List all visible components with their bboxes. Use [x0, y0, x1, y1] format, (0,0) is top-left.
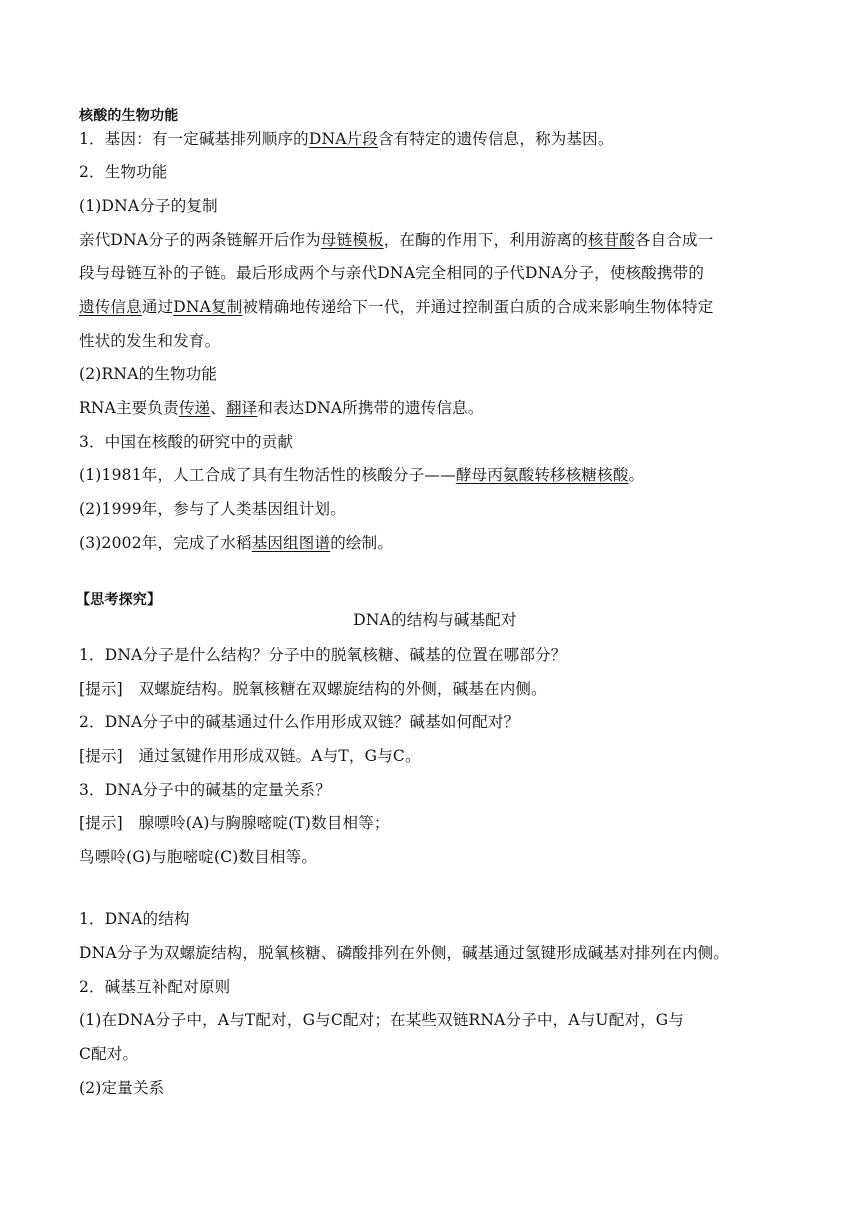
topic-title: DNA的结构与碱基配对 [353, 611, 517, 629]
subheading-rna: (2)RNA的生物功能 [79, 365, 218, 383]
hint: [提示] 双螺旋结构。脱氧核糖在双螺旋结构的外侧，碱基在内侧。 [79, 680, 547, 698]
subheading-quantitative: (2)定量关系 [79, 1079, 165, 1097]
paragraph-line: DNA分子为双螺旋结构，脱氧核糖、磷酸排列在外侧，碱基通过氢键形成碱基对排列在内侧。 [79, 944, 730, 962]
paragraph-line: C配对。 [79, 1045, 139, 1063]
subheading-replication: (1)DNA分子的复制 [79, 197, 218, 215]
question: 2．DNA分子中的碱基通过什么作用形成双链？碱基如何配对？ [79, 713, 520, 731]
underlined-term: 遗传信息 [79, 298, 142, 316]
list-item: (2)1999年，参与了人类基因组计划。 [79, 500, 346, 518]
hint-continued: 鸟嘌呤(G)与胞嘧啶(C)数目相等。 [79, 848, 318, 866]
paragraph-line: RNA主要负责传递、翻译和表达DNA所携带的遗传信息。 [79, 399, 484, 417]
underlined-term: 基因组图谱 [251, 534, 331, 552]
hint: [提示] 腺嘌呤(A)与胸腺嘧啶(T)数目相等； [79, 814, 390, 832]
paragraph-line: 遗传信息通过DNA复制被精确地传递给下一代，并通过控制蛋白质的合成来影响生物体特定 [79, 298, 714, 316]
underlined-term: 母链模板 [320, 231, 384, 249]
question: 1．DNA分子是什么结构？分子中的脱氧核糖、碱基的位置在哪部分？ [79, 646, 567, 664]
think-explore-heading: 【思考探究】 [76, 592, 162, 608]
subheading-structure: 1．DNA的结构 [79, 910, 190, 928]
subheading-function: 2．生物功能 [79, 163, 168, 181]
list-item: (1)1981年，人工合成了具有生物活性的核酸分子——酵母丙氨酸转移核糖核酸。 [79, 466, 645, 484]
subheading-china: 3．中国在核酸的研究中的贡献 [79, 433, 294, 451]
question: 3．DNA分子中的碱基的定量关系？ [79, 781, 331, 799]
underlined-term: 酵母丙氨酸转移核糖核酸 [455, 466, 629, 484]
subheading-pairing: 2．碱基互补配对原则 [79, 978, 231, 996]
section-heading: 核酸的生物功能 [79, 108, 179, 124]
paragraph-line: 性状的发生和发育。 [79, 332, 221, 350]
underlined-term: 传递 [178, 399, 211, 417]
paragraph-line: (1)在DNA分子中，A与T配对，G与C配对；在某些双链RNA分子中，A与U配对，G与 [79, 1011, 685, 1029]
gene-definition: 1．基因：有一定碱基排列顺序的DNA片段含有特定的遗传信息，称为基因。 [79, 130, 614, 148]
underlined-term: 翻译 [225, 399, 258, 417]
list-item: (3)2002年，完成了水稻基因组图谱的绘制。 [79, 534, 394, 552]
underlined-term: DNA复制 [173, 298, 243, 316]
underlined-term: 核苷酸 [587, 231, 635, 249]
paragraph-line: 段与母链互补的子链。最后形成两个与亲代DNA完全相同的子代DNA分子，使核酸携带的 [79, 264, 705, 282]
hint: [提示] 通过氢键作用形成双链。A与T，G与C。 [79, 747, 421, 765]
paragraph-line: 亲代DNA分子的两条链解开后作为母链模板，在酶的作用下，利用游离的核苷酸各自合成一 [79, 231, 714, 249]
underlined-term: DNA片段 [308, 130, 379, 148]
